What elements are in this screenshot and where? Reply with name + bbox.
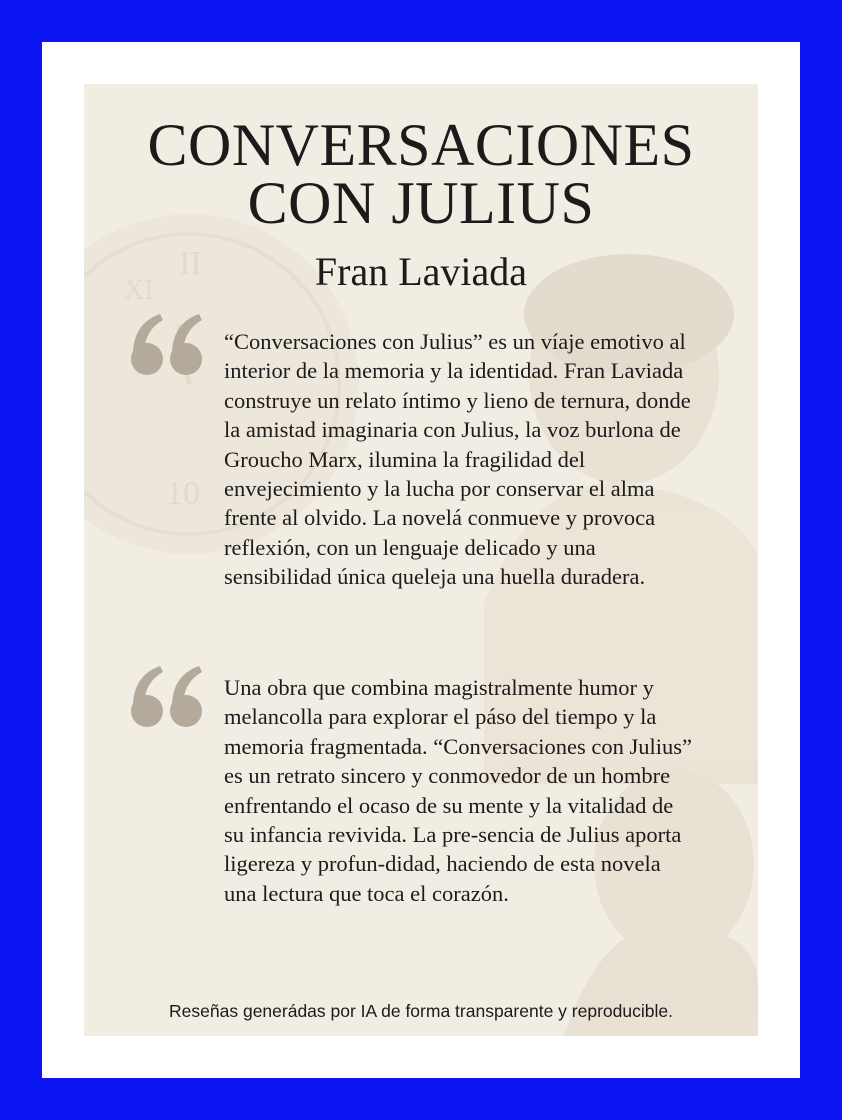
review-text-2: Una obra que combina magistralmente humor y melancolla para explorar el páso del tiempo y la memoria fragmentada. “Conversaciones con Julius” es un retrato sincero y conmovedor de un hombre enfrentando el ocaso de su mente y la vitalidad de su infancia revivida. La pre-sencia de Julius aporta ligereza y profun-didad, haciendo de esta novela una lectura que toca el corazón. <box>224 675 692 906</box>
svg-text:10: 10 <box>166 475 200 512</box>
open-quote-icon <box>128 312 208 382</box>
ai-disclaimer: Reseñas generádas por IA de forma transparente y reproducible. <box>169 1001 673 1021</box>
book-card <box>84 84 758 1036</box>
review-text-1: “Conversaciones con Julius” es un víaje emotivo al interior de la memoria y la identidad. Fran Laviada construye un relato íntimo y lieno de ternura, donde la amistad imaginaria con Julius, la voz burlona de Groucho Marx, ilumina la fragilidad del envejecimiento y la lucha por conservar el alma frente al olvido. La novelá conmueve y provoca reflexión, con un lenguaje delicado y una sensibilidad única queleja una huella duradera. <box>224 329 691 590</box>
svg-text:ΙΙ: ΙΙ <box>179 245 202 282</box>
open-quote-icon <box>128 664 208 734</box>
book-title <box>84 112 758 236</box>
book-author: Fran Laviada <box>314 249 528 294</box>
svg-text:ΧΙ: ΧΙ <box>124 275 154 306</box>
book-title-line-1: CONVERSACIONES <box>147 112 695 178</box>
book-title-line-2: CON JULIUS <box>247 170 595 236</box>
